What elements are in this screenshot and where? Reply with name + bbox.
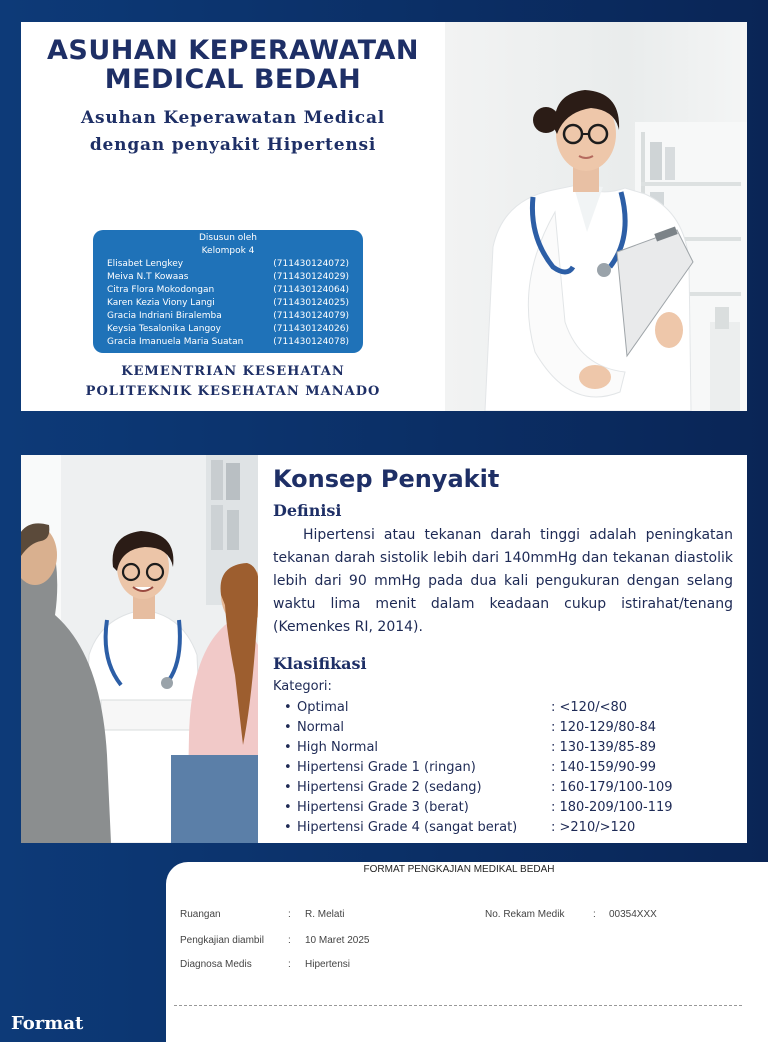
consultation-photo [21, 455, 258, 843]
member-name: Gracia Indriani Biralemba [107, 311, 222, 321]
org-line2: POLITEKNIK KESEHATAN MANADO [85, 384, 381, 399]
list-item [284, 778, 724, 798]
list-item [284, 718, 724, 738]
member-id: (711430124078) [273, 337, 349, 347]
team-box [93, 230, 363, 353]
pengkajian-value: 10 Maret 2025 [305, 935, 370, 946]
colon: : [288, 935, 291, 946]
klasifikasi-heading: Klasifikasi [273, 654, 367, 673]
diagnosa-label: Diagnosa Medis [180, 959, 252, 970]
rekam-medik-label: No. Rekam Medik [485, 909, 565, 920]
cover-card [21, 22, 747, 411]
cover-subtitle-line1: Asuhan Keperawatan Medical [80, 108, 386, 128]
category-name: Normal [297, 720, 345, 735]
cover-title-line2: MEDICAL BEDAH [104, 64, 362, 95]
bullet-icon: • [284, 720, 292, 735]
member-id: (711430124079) [273, 311, 349, 321]
kategori-label: Kategori: [273, 679, 332, 694]
member-row [93, 310, 363, 323]
member-id: (711430124029) [273, 272, 349, 282]
member-row [93, 271, 363, 284]
format-card [166, 862, 768, 1042]
category-value: : >210/>120 [551, 820, 636, 835]
category-value: : 130-139/85-89 [551, 740, 656, 755]
consultation-illustration [21, 455, 258, 843]
category-name: High Normal [297, 740, 379, 755]
member-name: Meiva N.T Kowaas [107, 272, 189, 282]
category-name: Hipertensi Grade 2 (sedang) [297, 780, 482, 795]
member-name: Elisabet Lengkey [107, 259, 184, 269]
bullet-icon: • [284, 740, 292, 755]
ruangan-label: Ruangan [180, 909, 221, 920]
list-item [284, 818, 724, 838]
member-id: (711430124025) [273, 298, 349, 308]
cover-title-line1: ASUHAN KEPERAWATAN [46, 35, 419, 66]
bullet-icon: • [284, 760, 292, 775]
member-name: Keysia Tesalonika Langoy [107, 324, 222, 334]
category-list [284, 698, 724, 838]
ruangan-value: R. Melati [305, 909, 345, 920]
rekam-medik-value: 00354XXX [609, 909, 657, 920]
member-name: Citra Flora Mokodongan [107, 285, 215, 295]
definisi-heading: Definisi [273, 501, 342, 520]
colon: : [288, 909, 291, 920]
bullet-icon: • [284, 700, 292, 715]
format-title: FORMAT PENGKAJIAN MEDIKAL BEDAH [363, 864, 555, 875]
nurse-illustration [445, 22, 747, 411]
member-row [93, 297, 363, 310]
bullet-icon: • [284, 800, 292, 815]
list-item [284, 758, 724, 778]
group-label: Kelompok 4 [201, 246, 255, 256]
category-name: Optimal [297, 700, 349, 715]
category-value: : <120/<80 [551, 700, 628, 715]
category-name: Hipertensi Grade 3 (berat) [297, 800, 469, 815]
bullet-icon: • [284, 820, 292, 835]
list-item [284, 738, 724, 758]
nurse-photo [445, 22, 747, 411]
list-item [284, 698, 724, 718]
prepared-by-label: Disusun oleh [198, 233, 258, 243]
bullet-icon: • [284, 780, 292, 795]
member-row [93, 336, 363, 349]
member-row [93, 284, 363, 297]
category-value: : 160-179/100-109 [551, 780, 673, 795]
member-name: Karen Kezia Viony Langi [107, 298, 215, 308]
colon: : [593, 909, 596, 920]
member-row [93, 323, 363, 336]
member-id: (711430124064) [273, 285, 349, 295]
org-line1: KEMENTRIAN KESEHATAN [121, 364, 345, 379]
cover-subtitle-line2: dengan penyakit Hipertensi [89, 135, 377, 155]
konsep-heading: Konsep Penyakit [273, 465, 500, 493]
member-id: (711430124026) [273, 324, 349, 334]
divider [174, 1005, 742, 1006]
format-section-label: Format [11, 1013, 84, 1034]
category-value: : 140-159/90-99 [551, 760, 656, 775]
cover-text-panel [21, 22, 445, 411]
list-item [284, 798, 724, 818]
member-id: (711430124072) [273, 259, 349, 269]
konsep-card [21, 455, 747, 843]
member-name: Gracia Imanuela Maria Suatan [107, 337, 244, 347]
category-name: Hipertensi Grade 4 (sangat berat) [297, 820, 518, 835]
category-value: : 180-209/100-119 [551, 800, 673, 815]
category-value: : 120-129/80-84 [551, 720, 656, 735]
category-name: Hipertensi Grade 1 (ringan) [297, 760, 476, 775]
definisi-text: Hipertensi atau tekanan darah tinggi adalah peningkatan tekanan darah sistolik lebih dari 140mmHg dan tekanan diastolik lebih dari 90 mmHg pada dua kali pengukuran dengan selang waktu lima menit dalam keadaan cukup istirahat/tenang (Kemenkes RI, 2014). [273, 527, 733, 635]
diagnosa-value: Hipertensi [305, 959, 351, 970]
colon: : [288, 959, 291, 970]
pengkajian-label: Pengkajian diambil [180, 935, 264, 946]
member-row [93, 258, 363, 271]
